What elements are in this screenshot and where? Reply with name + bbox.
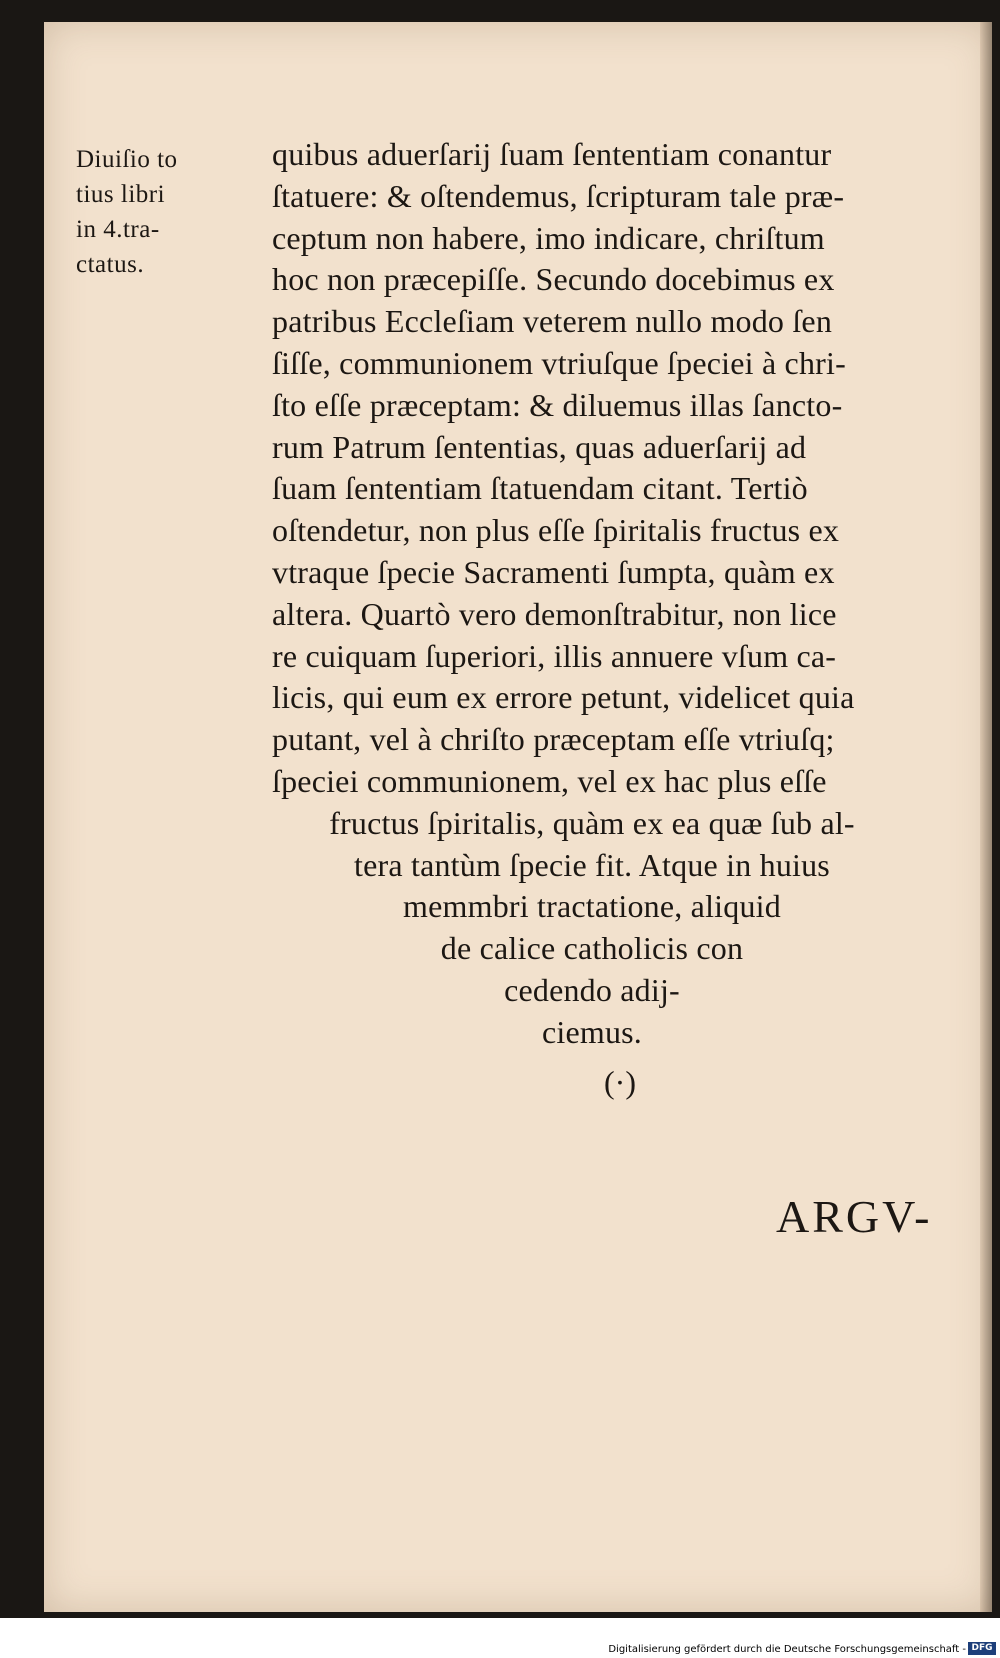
text-line: cedendo adij-	[504, 971, 680, 1008]
ornament-mark: (·)	[604, 1064, 636, 1100]
text-line: altera. Quartò vero demonſtrabitur, non lice	[272, 595, 837, 632]
funding-credit: Digitalisierung gefördert durch die Deutsche Forschungsgemeinschaft -	[608, 1644, 966, 1655]
text-line: ſuam ſententiam ſtatuendam citant. Tertiò	[272, 470, 808, 507]
text-line: ſto eſſe præceptam: & diluemus illas ſancto-	[272, 386, 843, 423]
text-line: putant, vel à chriſto præceptam eſſe vtriuſq;	[272, 721, 835, 758]
text-line: rum Patrum ſententias, quas aduerſarij ad	[272, 428, 807, 465]
marginal-line: tius libri	[76, 181, 166, 208]
text-line: patribus Eccleſiam veterem nullo modo ſen	[272, 303, 833, 340]
body-text	[272, 134, 962, 1054]
catchword: ARGV-	[776, 1191, 933, 1242]
text-line: de calice catholicis con	[440, 930, 744, 967]
marginal-note	[76, 142, 256, 282]
text-line: oſtendetur, non plus eſſe ſpiritalis fructus ex	[272, 512, 840, 549]
text-line: hoc non præcepiſſe. Secundo docebimus ex	[272, 261, 835, 298]
marginal-line: in 4.tra-	[76, 216, 160, 243]
dfg-logo: DFG	[968, 1642, 996, 1655]
text-line: licis, qui eum ex errore petunt, videlicet quia	[272, 679, 855, 716]
text-line: ceptum non habere, imo indicare, chriſtum	[272, 219, 825, 256]
text-line: re cuiquam ſuperiori, illis annuere vſum ca-	[272, 637, 837, 674]
text-line: vtraque ſpecie Sacramenti ſumpta, quàm ex	[272, 553, 835, 590]
text-line: quibus aduerſarij ſuam ſententiam conantur	[272, 136, 832, 172]
text-line: ciemus.	[541, 1013, 643, 1050]
text-line: ſiſſe, communionem vtriuſque ſpeciei à chri-	[272, 344, 846, 381]
text-line: fructus ſpiritalis, quàm ex ea quæ ſub al-	[329, 804, 855, 841]
text-line: tera tantùm ſpecie fit. Atque in huius	[354, 846, 830, 883]
text-line: memmbri tractatione, aliquid	[403, 888, 781, 925]
text-line: ſpeciei communionem, vel ex hac plus eſſe	[272, 762, 827, 799]
marginal-line: Diuiſio to	[76, 146, 178, 173]
page-edge	[980, 22, 992, 1612]
marginal-line: ctatus.	[76, 251, 145, 278]
text-line: ſtatuere: & oſtendemus, ſcripturam tale præ-	[272, 177, 845, 214]
